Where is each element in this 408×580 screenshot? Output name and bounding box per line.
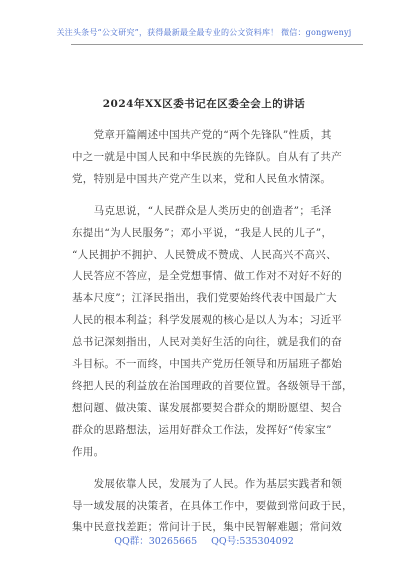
footer-contact [0, 533, 408, 547]
text-line: 总书记深刻指出，人民对美好生活的向往，就是我们的奋 [72, 336, 342, 349]
text-line: 党，特别是中国共产党产生以来，党和人民鱼水情深。 [72, 172, 332, 185]
text-line: 想问题、做决策、谋发展都要契合群众的期盼愿望、契合 [72, 401, 342, 414]
text-line: 东提出“为人民服务”；邓小平说，“我是人民的儿子”， [72, 226, 333, 239]
text-line: 发展依靠人民，发展为了人民。作为基层实践者和领 [72, 477, 342, 490]
text-line: 人民的根本利益；科学发展观的核心是以人为本；习近平 [72, 314, 342, 327]
qq-number-text: QQ号:535304092 [211, 536, 294, 547]
text-line: 群众的思路想法，运用好群众工作法，发挥好“传家宝” [72, 423, 332, 436]
paragraph-3 [72, 474, 353, 540]
text-line: 导一域发展的决策者，在具体工作中，要做到常问政于民， [72, 499, 353, 512]
document-body [72, 125, 353, 549]
text-line: 作用。 [72, 445, 105, 458]
header-notice: 关注头条号“公文研究”，获得最新最全最专业的公文资料库！ 微信：gongwenyj [56, 28, 352, 37]
text-line: “人民拥护不拥护、人民赞成不赞成、人民高兴不高兴、 [72, 248, 337, 261]
text-line: 斗目标。不一而终，中国共产党历任领导和历届班子都始 [72, 358, 342, 371]
document-title: 2024年XX区委书记在区委全会上的讲话 [102, 98, 306, 110]
paragraph-2 [72, 201, 353, 464]
paragraph-1 [72, 125, 348, 191]
qq-group-text: QQ群：30265665 [114, 536, 198, 547]
text-line: 集中民意找差距；常问计于民，集中民智解难题；常问效 [72, 521, 342, 534]
header-divider [71, 44, 363, 45]
text-line: 终把人民的利益放在治国理政的首要位置。各级领导干部， [72, 379, 353, 392]
text-line: 中之一就是中国人民和中华民族的先锋队。自从有了共产 [72, 150, 342, 163]
text-line: 党章开篇阐述中国共产党的“两个先锋队”性质，其 [72, 129, 332, 141]
text-line: 人民答应不答应，是全党想事情、做工作对不对好不好的 [72, 270, 342, 283]
text-line: 马克思说，“人民群众是人类历史的创造者”；毛泽 [72, 204, 332, 217]
text-line: 基本尺度”；江泽民指出，我们党要始终代表中国最广大 [72, 292, 337, 305]
